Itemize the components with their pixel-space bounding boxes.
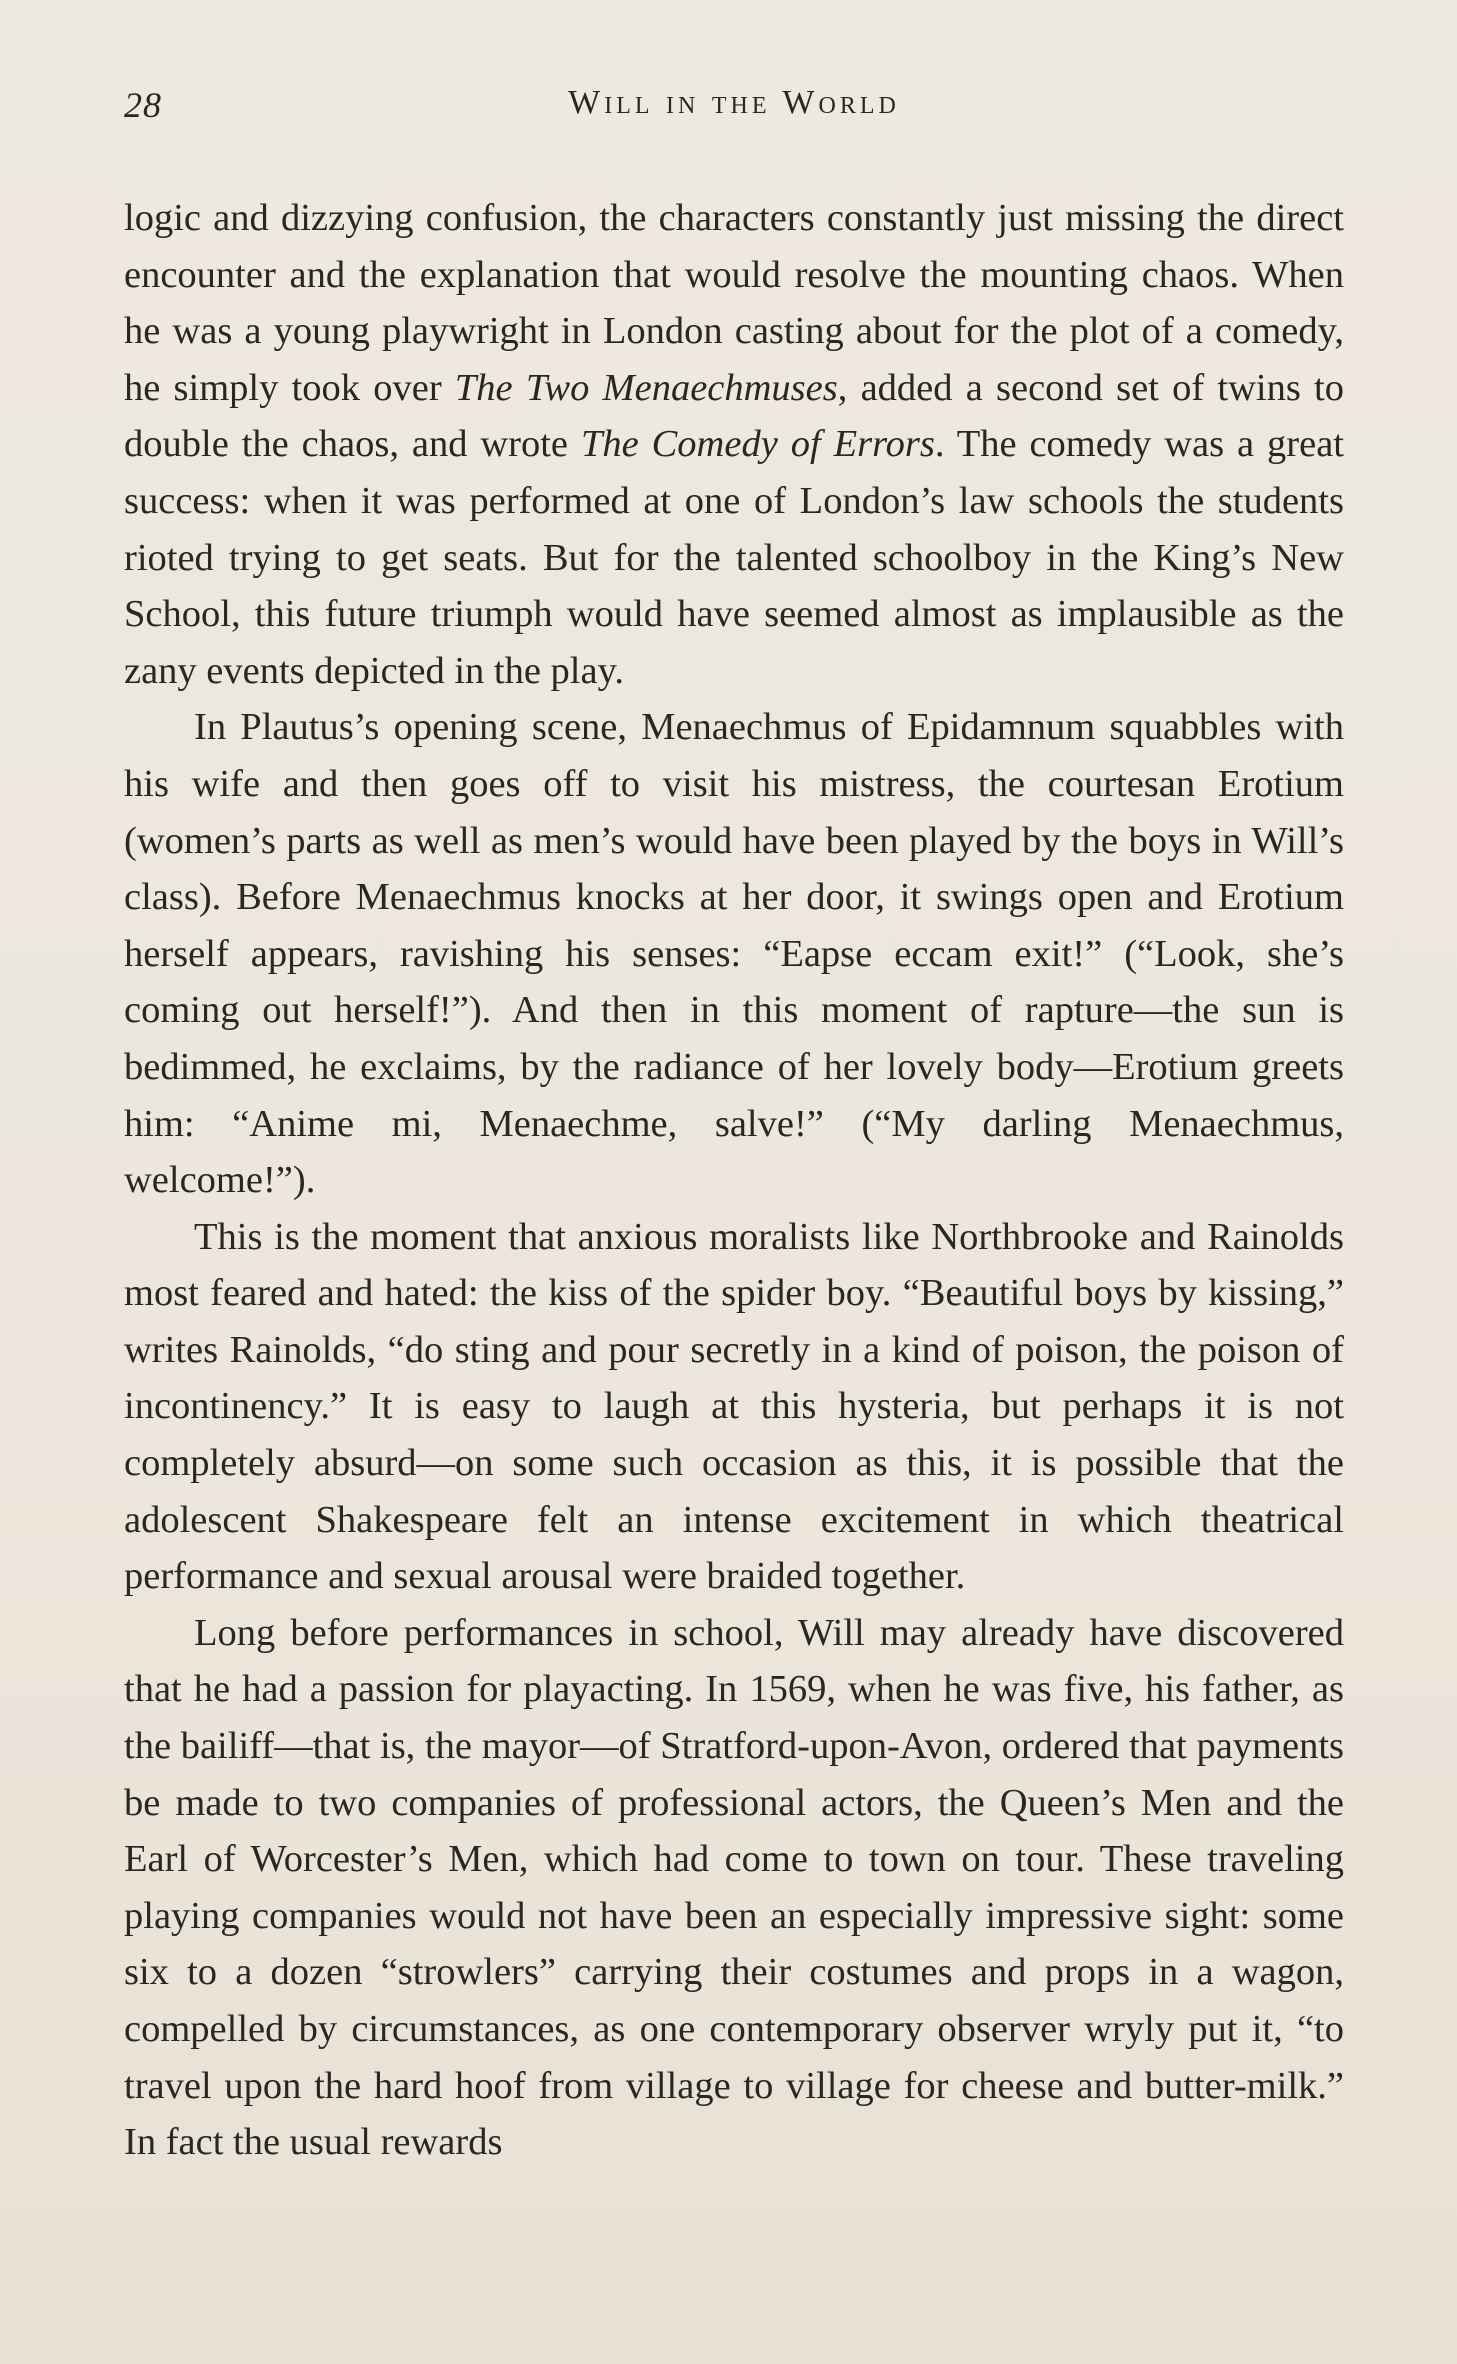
page-header xyxy=(124,84,1344,134)
text-run: , added a second set of twins to double the chaos, and wrote xyxy=(124,366,1344,466)
italic-title: The Two Menaechmuses xyxy=(454,366,838,409)
italic-title: The Comedy of Errors xyxy=(580,423,935,466)
paragraph xyxy=(124,1209,1344,1605)
paragraph xyxy=(124,190,1344,699)
text-run: logic and dizzying confusion, the characters constantly just missing the direct encounter and the explanation that would resolve the mounting chaos. When he was a young playwright in London casting about for the plot of a comedy, he simply took over xyxy=(124,197,1344,409)
running-head: Will in the World xyxy=(568,84,900,121)
body-text xyxy=(124,190,1344,2171)
paragraph xyxy=(124,699,1344,1208)
text-run: . The comedy was a great success: when it was performed at one of London’s law schools the students rioted trying to get seats. But for the talented schoolboy in the King’s New School, this future triumph would have seemed almost as implausible as the zany events depicted in the play. xyxy=(124,423,1344,692)
text-run: Long before performances in school, Will may already have discovered that he had a passion for playacting. In 1569, when he was five, his father, as the bailiff—that is, the mayor—of Stratford-upon-Avon, ordered that payments be made to two companies of professional actors, the Queen’s Men and the Earl of Worcester’s Men, which had come to town on tour. These traveling playing companies would not have been an especially impressive sight: some six to a dozen “strowlers” carrying their costumes and props in a wagon, compelled by circumstances, as one contemporary observer wryly put it, “to travel upon the hard hoof from village to village for cheese and butter-milk.” In fact the usual rewards xyxy=(124,1611,1344,2164)
page-number: 28 xyxy=(124,85,162,125)
text-run: In Plautus’s opening scene, Menaechmus of Epidamnum squabbles with his wife and then goes off to visit his mistress, the courtesan Erotium (women’s parts as well as men’s would have been played by the boys in Will’s class). Before Menaechmus knocks at her door, it swings open and Erotium herself appears, ravishing his senses: “Eapse eccam exit!” (“Look, she’s coming out herself!”). And then in this moment of rapture—the sun is bedimmed, he exclaims, by the radiance of her lovely body—Erotium greets him: “Anime mi, Menaechme, salve!” (“My darling Menaechmus, welcome!”). xyxy=(124,706,1344,1202)
text-run: This is the moment that anxious moralists like Northbrooke and Rainolds most feared and hated: the kiss of the spider boy. “Beautiful boys by kissing,” writes Rainolds, “do sting and pour secretly in a kind of poison, the poison of incontinency.” It is easy to laugh at this hysteria, but perhaps it is not completely absurd—on some such occasion as this, it is possible that the adolescent Shakespeare felt an intense excitement in which theatrical performance and sexual arousal were braided together. xyxy=(124,1215,1344,1598)
paragraph xyxy=(124,1605,1344,2171)
